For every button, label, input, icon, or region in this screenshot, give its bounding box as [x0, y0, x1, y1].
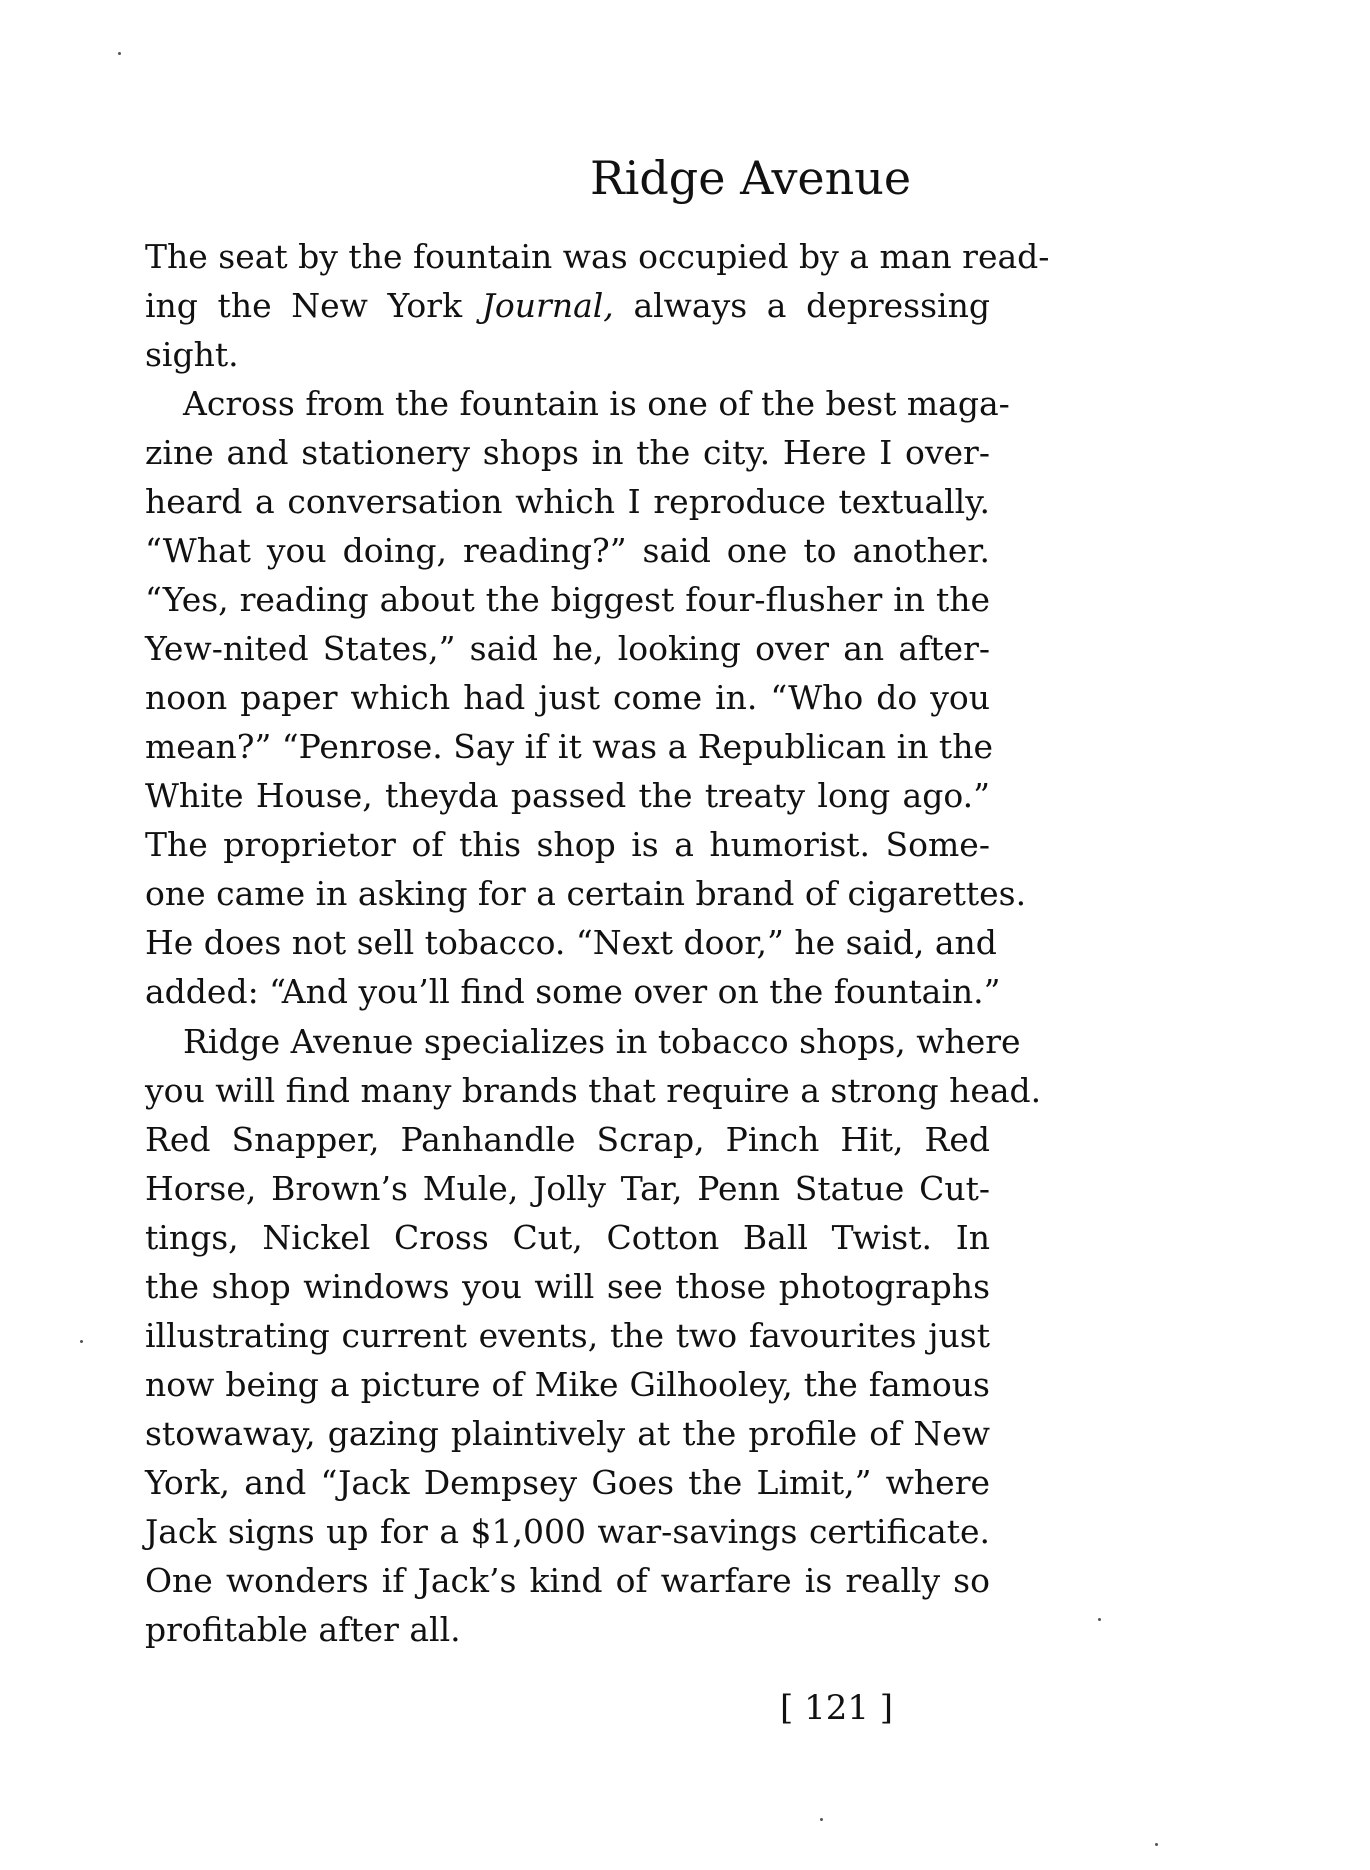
text-line: mean?” “Penrose. Say if it was a Republican in the [145, 727, 993, 766]
text-segment: always a depressing [613, 286, 990, 325]
text-line: Ridge Avenue specializes in tobacco shops, where [183, 1022, 1021, 1061]
text-line: noon paper which had just come in. “Who do you [145, 678, 990, 717]
text-line: tings, Nickel Cross Cut, Cotton Ball Twist. In [145, 1218, 990, 1257]
paragraph-2 [145, 379, 1027, 1016]
running-head: Ridge Avenue [590, 151, 912, 205]
text-line: “Yes, reading about the biggest four-flusher in the [145, 580, 990, 619]
text-line: Red Snapper, Panhandle Scrap, Pinch Hit, Red [145, 1120, 990, 1159]
text-line: heard a conversation which I reproduce textually. [145, 482, 990, 521]
text-line: “What you doing, reading?” said one to another. [145, 531, 990, 570]
scan-speck [80, 1340, 83, 1343]
text-line: Across from the fountain is one of the best maga- [183, 384, 1010, 423]
text-line: one came in asking for a certain brand of cigarettes. [145, 874, 1027, 913]
text-line: Jack signs up for a $1,000 war-savings certificate. [145, 1512, 990, 1551]
scan-speck [1155, 1843, 1158, 1846]
paragraph-1 [145, 232, 1050, 379]
text-line: sight. [145, 335, 239, 374]
text-line: One wonders if Jack’s kind of warfare is really so [145, 1561, 990, 1600]
text-line: zine and stationery shops in the city. Here I over- [145, 433, 990, 472]
text-line: you will find many brands that require a strong head. [145, 1071, 1042, 1110]
italic-title: Journal, [481, 286, 614, 325]
scan-speck [118, 52, 121, 55]
text-line: the shop windows you will see those photographs [145, 1267, 990, 1306]
paragraph-3 [145, 1017, 1042, 1654]
text-segment: ing the New York [145, 286, 482, 325]
text-line: He does not sell tobacco. “Next door,” he said, and [145, 923, 997, 962]
text-line: stowaway, gazing plaintively at the profile of New [145, 1414, 990, 1453]
text-line: The seat by the fountain was occupied by a man read- [145, 237, 1050, 276]
text-line: Yew-nited States,” said he, looking over an after- [145, 629, 990, 668]
text-line: now being a picture of Mike Gilhooley, the famous [145, 1365, 990, 1404]
text-line: profitable after all. [145, 1610, 461, 1649]
text-line: Horse, Brown’s Mule, Jolly Tar, Penn Statue Cut- [145, 1169, 990, 1208]
scan-speck [1098, 1618, 1101, 1621]
text-line: The proprietor of this shop is a humorist. Some- [145, 825, 990, 864]
text-line: White House, theyda passed the treaty long ago.” [145, 776, 990, 815]
text-line [145, 281, 990, 330]
text-line: added: “And you’ll find some over on the fountain.” [145, 972, 1001, 1011]
text-line: York, and “Jack Dempsey Goes the Limit,” where [145, 1463, 990, 1502]
scan-speck [820, 1818, 823, 1821]
text-line: illustrating current events, the two favourites just [145, 1316, 990, 1355]
page-number: [ 121 ] [780, 1688, 894, 1728]
